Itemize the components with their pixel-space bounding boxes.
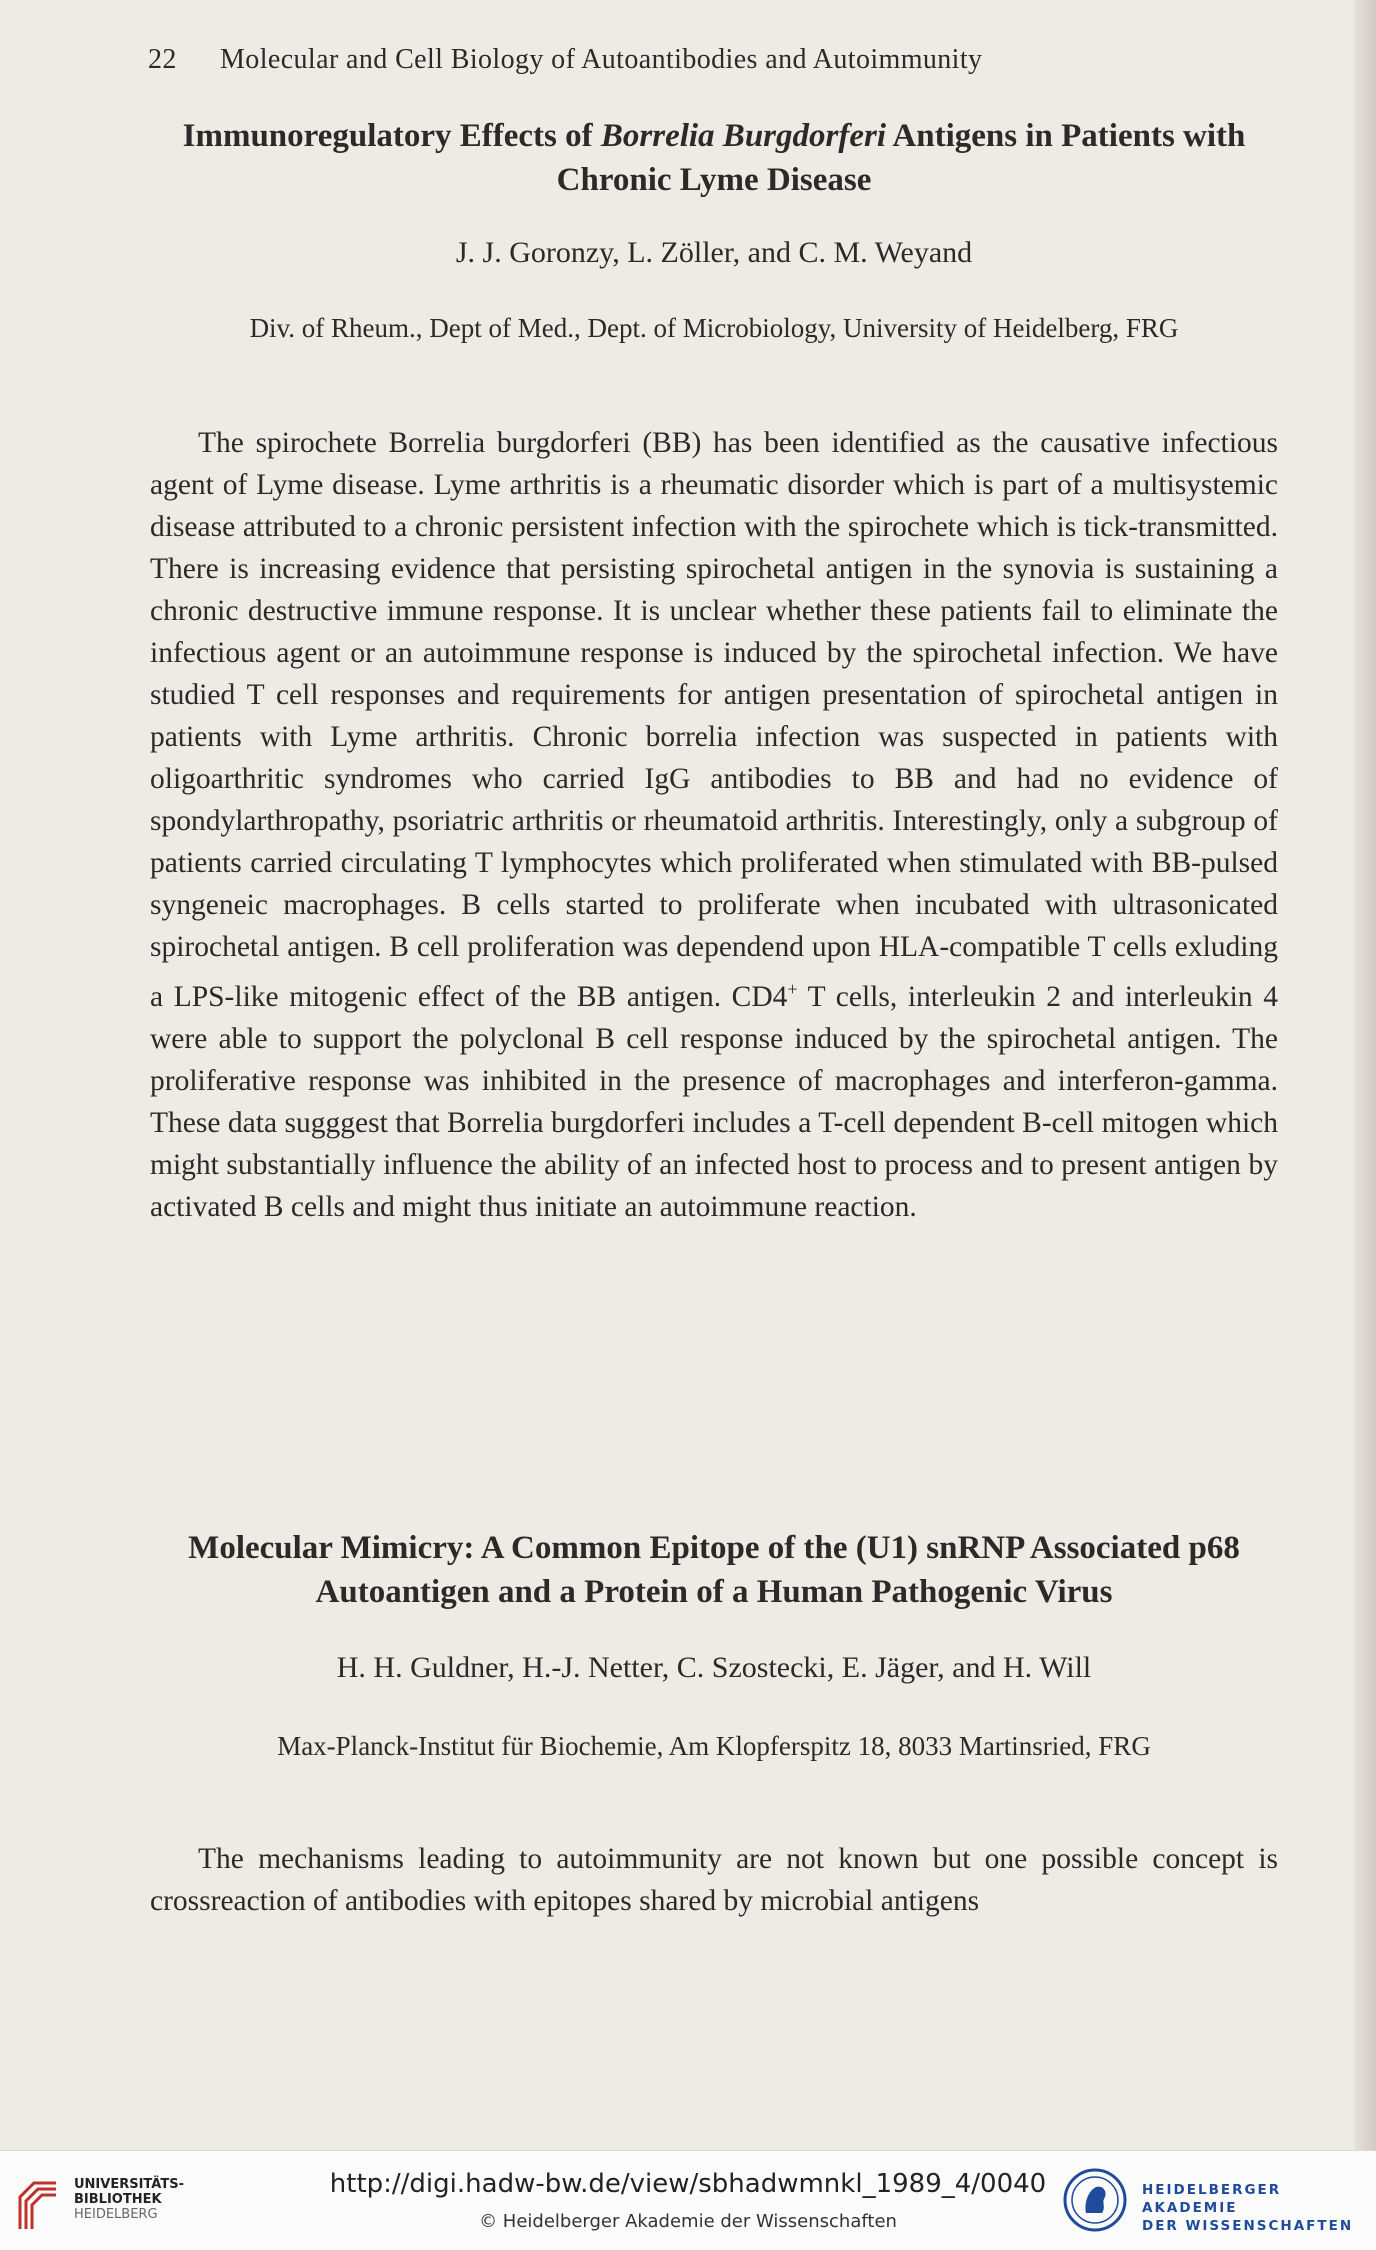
running-title: Molecular and Cell Biology of Autoantibodies and Autoimmunity: [220, 44, 983, 75]
library-line2: BIBLIOTHEK: [74, 2192, 162, 2207]
copyright-notice: © Heidelberger Akademie der Wissenschaften: [479, 2211, 897, 2232]
article1-abstract-part2: T cells, interleukin 2 and interleukin 4 were able to support the polyclonal B cell response induced by the spirochetal antigen. The proliferative response was inhibited in the presence of macrophages and interferon-gamma. These data sugggest that Borrelia burgdorferi includes a T-cell dependent B-cell mitogen which might substantially influence the ability of an infected host to process and to present antigen by activated B cells and might thus initiate an autoimmune reaction.: [150, 980, 1278, 1223]
library-line1: UNIVERSITÄTS-: [74, 2177, 184, 2192]
article1-title: [150, 114, 1278, 202]
page-spine-shadow: [1354, 0, 1376, 2150]
academy-name: [1142, 2181, 1376, 2235]
article1-title-italic: Borrelia Burgdorferi: [600, 118, 886, 154]
library-line3: HEIDELBERG: [74, 2207, 158, 2222]
page-number: 22: [148, 44, 177, 75]
article2-abstract: The mechanisms leading to autoimmunity are not known but one possible concept is crossreaction of antibodies with epitopes shared by microbial antigens: [150, 1843, 1278, 1917]
abstract-superscript: +: [787, 979, 798, 999]
article2-title: Molecular Mimicry: A Common Epitope of the (U1) snRNP Associated p68 Autoantigen and a Protein of a Human Pathogenic Virus: [188, 1530, 1240, 1610]
article1-abstract-part1: The spirochete Borrelia burgdorferi (BB) has been identified as the causative infectious agent of Lyme disease. Lyme arthritis is a rheumatic disorder which is part of a multisystemic disease attributed to a chronic persistent infection with the spirochete which is tick-transmitted. There is increasing evidence that persisting spirochetal antigen in the synovia is sustaining a chronic destructive immune response. It is unclear whether these patients fail to eliminate the infectious agent or an autoimmune response is induced by the spirochetal infection. We have studied T cell responses and requirements for antigen presentation of spirochetal antigen in patients with Lyme arthritis. Chronic borrelia infection was suspected in patients with oligoarthritic syndromes who carried IgG antibodies to BB and had no evidence of spondylarthropathy, psoriatric arthritis or rheumatoid arthritis. Interestingly, only a subgroup of patients carried circulating T lymphocytes which proliferated when stimulated with BB-pulsed syngeneic macrophages. B cells started to proliferate when incubated with ultrasonicated spirochetal antigen. B cell proliferation was dependend upon HLA-compatible T cells exluding a LPS-like mitogenic effect of the BB antigen. CD4: [150, 427, 1278, 1013]
running-header: [148, 44, 1278, 76]
digitization-footer: [0, 2150, 1376, 2250]
article1-abstract: [150, 422, 1278, 1228]
academy-line2: DER WISSENSCHAFTEN: [1142, 2218, 1354, 2234]
article1-affiliation: Div. of Rheum., Dept of Med., Dept. of Microbiology, University of Heidelberg, FRG: [249, 313, 1179, 343]
source-url-link[interactable]: http://digi.hadw-bw.de/view/sbhadwmnkl_1989_4/0040: [329, 2169, 1047, 2199]
article1-title-end: Antigens in Patients with Chronic Lyme Disease: [556, 118, 1246, 198]
academy-seal-icon: [1062, 2167, 1128, 2233]
academy-line1: HEIDELBERGER AKADEMIE: [1142, 2182, 1282, 2216]
article1-title-start: Immunoregulatory Effects of: [182, 118, 601, 154]
article2-affiliation: Max-Planck-Institut für Biochemie, Am Klopferspitz 18, 8033 Martinsried, FRG: [277, 1731, 1151, 1761]
article1-authors: J. J. Goronzy, L. Zöller, and C. M. Weyand: [455, 236, 973, 269]
article2-authors: H. H. Guldner, H.-J. Netter, C. Szostecki, E. Jäger, and H. Will: [336, 1651, 1092, 1684]
